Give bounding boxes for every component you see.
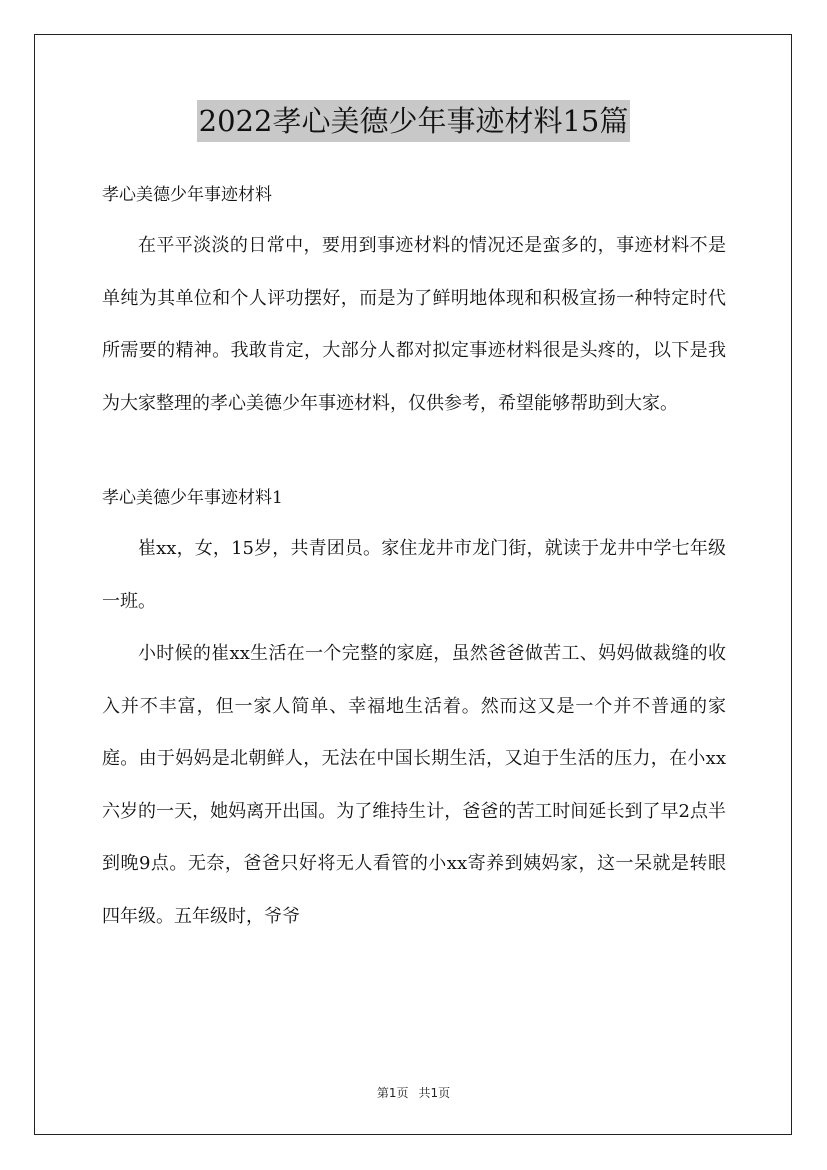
section-heading: 孝心美德少年事迹材料1: [102, 488, 283, 508]
section-heading: 孝心美德少年事迹材料: [102, 185, 272, 205]
paragraph: 在平平淡淡的日常中，要用到事迹材料的情况还是蛮多的，事迹材料不是单纯为其单位和个人评功摆好，而是为了鲜明地体现和积极宣扬一种特定时代所需要的精神。我敢肯定，大部分人都对拟定事迹材料很是头疼的，以下是我为大家整理的孝心美德少年事迹材料，仅供参考，希望能够帮助到大家。: [102, 235, 726, 414]
paragraph: 小时候的崔xx生活在一个完整的家庭，虽然爸爸做苦工、妈妈做裁缝的收入并不丰富，但一家人简单、幸福地生活着。然而这又是一个并不普通的家庭。由于妈妈是北朝鲜人，无法在中国长期生活，又迫于生活的压力，在小xx六岁的一天，她妈离开出国。为了维持生计，爸爸的苦工时间延长到了早2点半到晚9点。无奈，爸爸只好将无人看管的小xx寄养到姨妈家，这一呆就是转眼四年级。五年级时，爷爷: [102, 643, 726, 927]
paragraph: 崔xx，女，15岁，共青团员。家住龙井市龙门街，就读于龙井中学七年级一班。: [102, 538, 726, 612]
section-gap: [102, 430, 726, 473]
document-body: [102, 170, 726, 943]
page-number: 第1页: [376, 1086, 409, 1100]
page-footer: [0, 1084, 827, 1101]
document-title: 2022孝心美德少年事迹材料15篇: [197, 100, 631, 142]
title-container: [0, 100, 827, 142]
page-total: 共1页: [418, 1086, 451, 1100]
